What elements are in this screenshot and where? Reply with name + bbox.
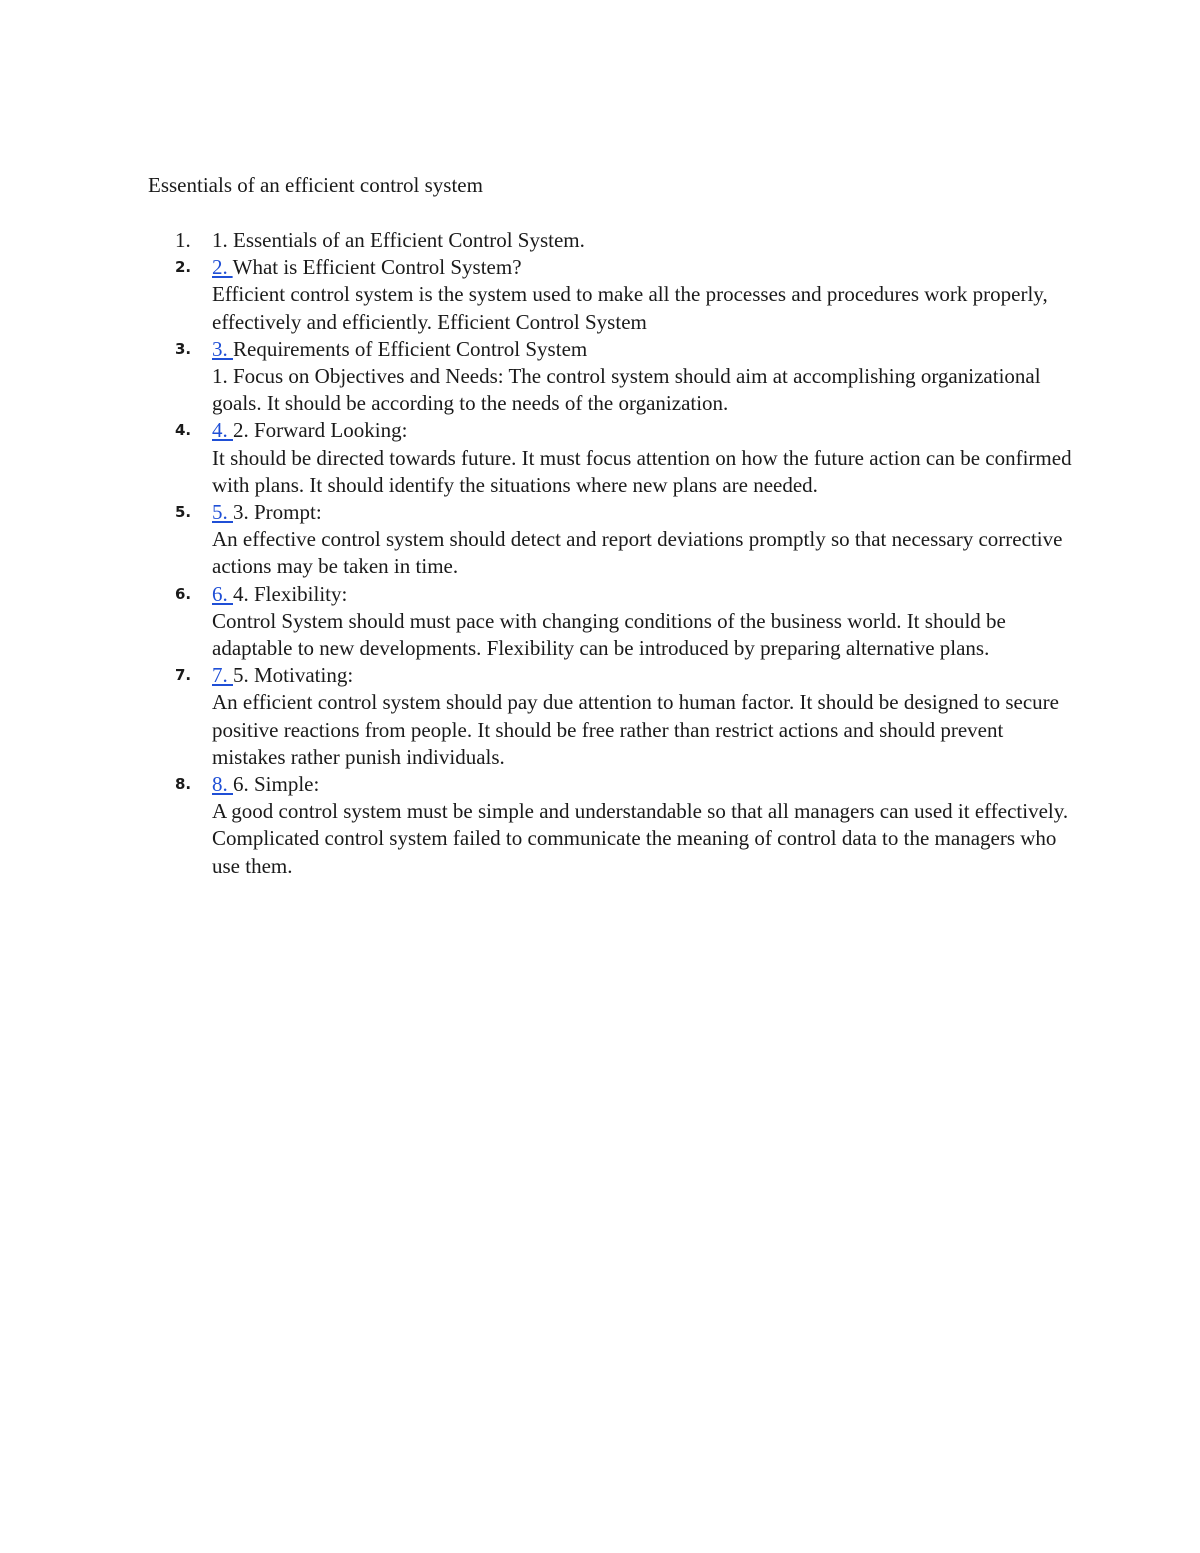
list-item bbox=[0, 771, 1200, 880]
list-item-number: 2. bbox=[175, 258, 192, 277]
list-item-heading: 5. Motivating: bbox=[233, 663, 354, 688]
list-item-heading-line bbox=[212, 771, 1072, 798]
list-item-number: 5. bbox=[175, 503, 192, 522]
list-item-link[interactable]: 3. bbox=[212, 336, 233, 361]
list-item bbox=[0, 417, 1200, 499]
list-item-body bbox=[212, 662, 1072, 771]
list-item-heading-line bbox=[212, 417, 1072, 444]
list-item-heading-line bbox=[212, 336, 1072, 363]
list-item-link[interactable]: 4. bbox=[212, 418, 233, 443]
list-item bbox=[0, 254, 1200, 336]
list-item-body bbox=[212, 499, 1072, 581]
list-item-heading-line bbox=[212, 499, 1072, 526]
list-item-body bbox=[212, 581, 1072, 663]
list-item-description: An effective control system should detect and report deviations promptly so that necessary corrective actions may be taken in time. bbox=[212, 527, 1063, 579]
list-item bbox=[0, 499, 1200, 581]
list-item-link[interactable]: 7. bbox=[212, 663, 233, 688]
list-item-heading-line bbox=[212, 254, 1072, 281]
list-item-number: 4. bbox=[175, 421, 192, 440]
list-item-link[interactable]: 6. bbox=[212, 581, 233, 606]
list-item-body bbox=[212, 227, 1072, 254]
list-item-heading: Requirements of Efficient Control System bbox=[233, 336, 588, 361]
list-item-number: 7. bbox=[175, 666, 192, 685]
document-title: Essentials of an efficient control system bbox=[148, 173, 483, 197]
list-item-heading: 6. Simple: bbox=[233, 772, 320, 797]
list-item-number: 3. bbox=[175, 339, 192, 358]
list-item-heading-line bbox=[212, 662, 1072, 689]
list-item-link[interactable]: 8. bbox=[212, 772, 233, 797]
list-item-link[interactable]: 2. bbox=[212, 255, 233, 280]
list-item-body bbox=[212, 417, 1072, 499]
list-item-number: 8. bbox=[175, 775, 192, 794]
list-item-description: A good control system must be simple and understandable so that all managers can used it effectively. Complicated control system failed to communicate the meaning of control data to the managers who use them. bbox=[212, 799, 1069, 878]
list-item-body bbox=[212, 254, 1072, 336]
list-item-description: Control System should must pace with changing conditions of the business world. It should be adaptable to new developments. Flexibility can be introduced by preparing alternative plans. bbox=[212, 608, 1006, 661]
essentials-list bbox=[0, 227, 1200, 880]
list-item-heading: 3. Prompt: bbox=[233, 500, 322, 525]
list-item-heading: What is Efficient Control System? bbox=[232, 255, 522, 280]
list-item-description: An efficient control system should pay due attention to human factor. It should be designed to secure positive reactions from people. It should be free rather than restrict actions and should prevent mistakes rather punish individuals. bbox=[212, 690, 1059, 769]
list-item-body bbox=[212, 336, 1072, 418]
list-item bbox=[0, 662, 1200, 771]
list-item-description: Efficient control system is the system used to make all the processes and procedures work properly, effectively and efficiently. Efficient Control System bbox=[212, 282, 1048, 334]
list-item bbox=[0, 227, 1200, 254]
list-item-description: It should be directed towards future. It must focus attention on how the future action can be confirmed with plans. It should identify the situations where new plans are needed. bbox=[212, 445, 1072, 497]
list-item-heading-line bbox=[212, 581, 1072, 608]
list-item-link[interactable]: 5. bbox=[212, 500, 233, 525]
list-item-body bbox=[212, 771, 1072, 880]
list-item-heading-line bbox=[212, 227, 1072, 254]
list-item bbox=[0, 336, 1200, 418]
list-item bbox=[0, 581, 1200, 663]
list-item-heading: 1. Essentials of an Efficient Control System. bbox=[212, 228, 585, 252]
list-item-number: 1. bbox=[175, 228, 191, 252]
list-item-description: 1. Focus on Objectives and Needs: The control system should aim at accomplishing organizational goals. It should be according to the needs of the organization. bbox=[212, 364, 1041, 416]
list-item-number: 6. bbox=[175, 584, 192, 603]
list-item-heading: 4. Flexibility: bbox=[233, 581, 348, 606]
list-item-heading: 2. Forward Looking: bbox=[233, 418, 408, 443]
